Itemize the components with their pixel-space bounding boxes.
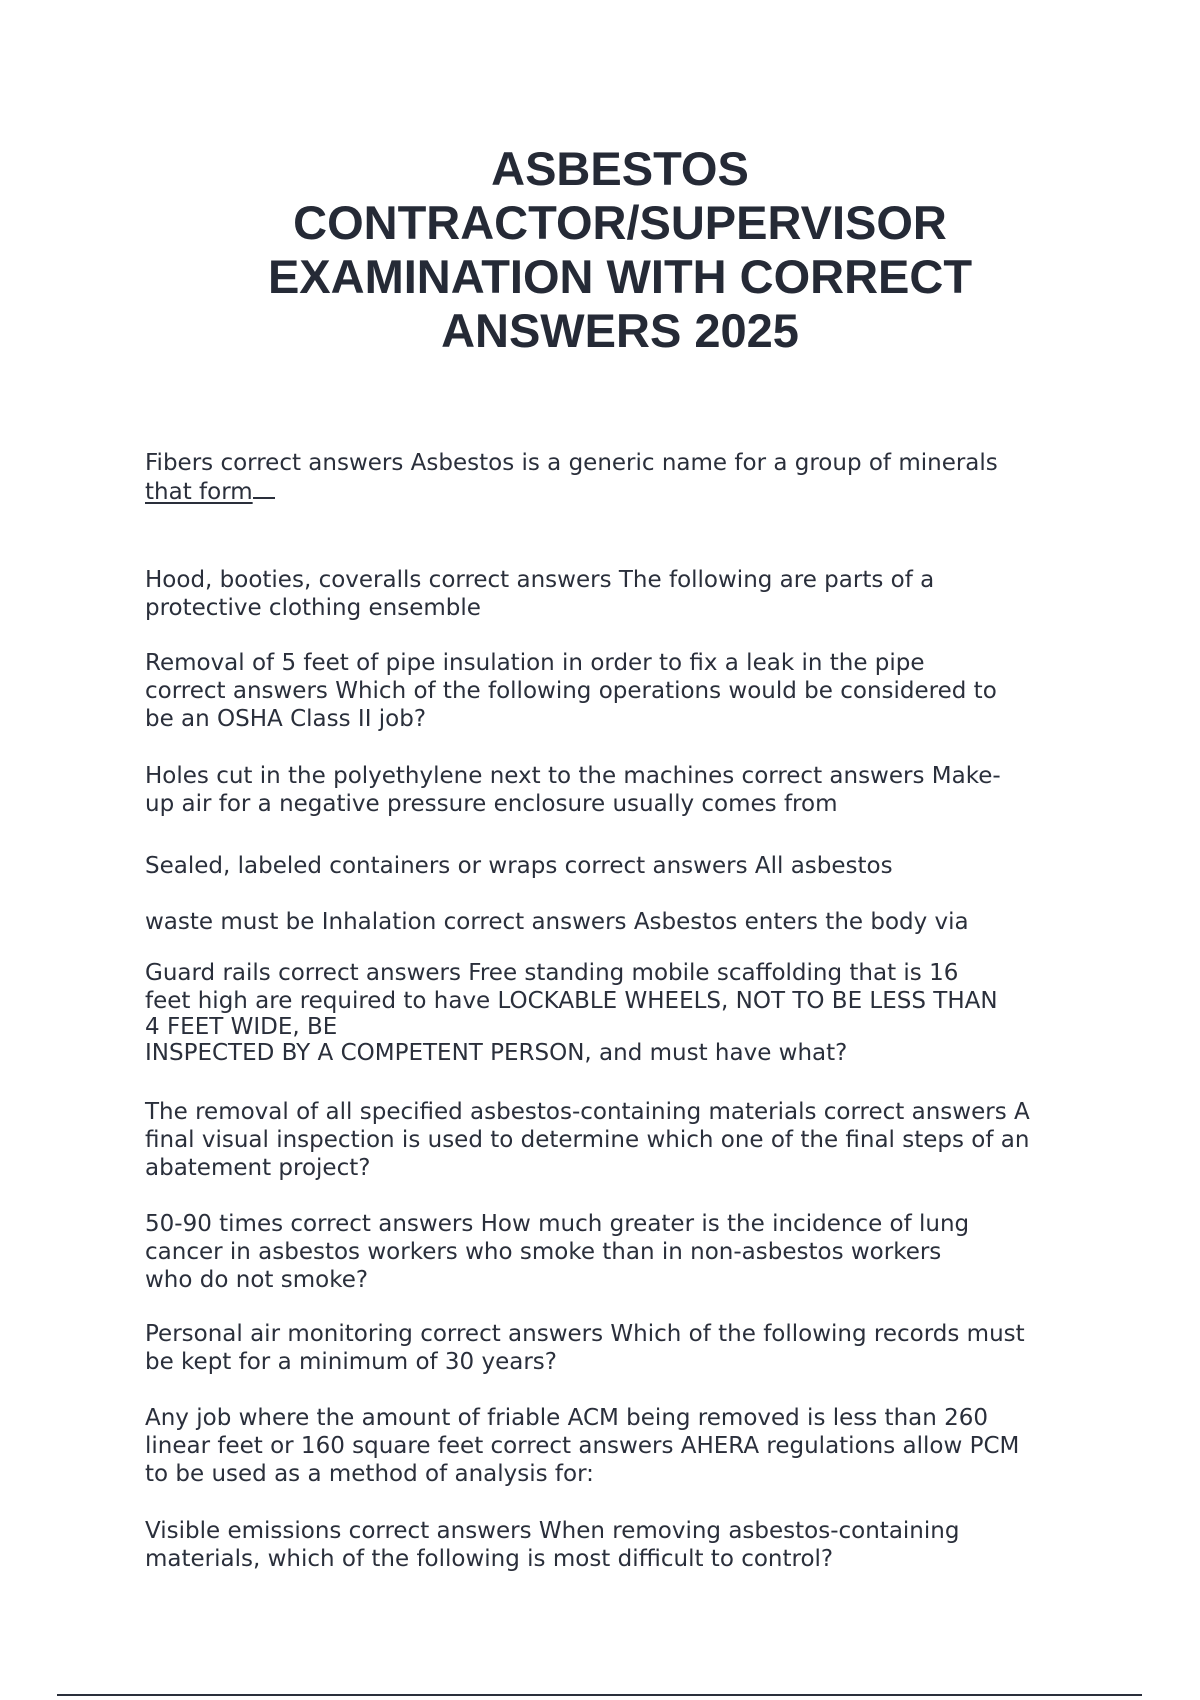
title-line: ASBESTOS <box>491 142 749 195</box>
entry-line: protective clothing ensemble <box>145 595 481 621</box>
qa-entry <box>145 1098 1085 1182</box>
qa-entry <box>145 852 1085 880</box>
qa-entry <box>145 1517 1085 1573</box>
entry-line: be an OSHA Class II job? <box>145 706 427 732</box>
entry-line: Holes cut in the polyethylene next to the machines correct answers Make- <box>145 763 1001 789</box>
entry-line: Any job where the amount of friable ACM being removed is less than 260 <box>145 1405 989 1431</box>
entry-line: Visible emissions correct answers When removing asbestos-containing <box>145 1518 960 1544</box>
entry-line: cancer in asbestos workers who smoke than in non-asbestos workers <box>145 1239 942 1265</box>
entry-line: Fibers correct answers Asbestos is a generic name for a group of minerals <box>145 450 998 476</box>
entry-line: 4 FEET WIDE, BE <box>145 1014 338 1040</box>
entry-line: that form <box>145 479 253 505</box>
entry-line: linear feet or 160 square feet correct answers AHERA regulations allow PCM <box>145 1433 1020 1459</box>
qa-entry <box>145 959 1085 1067</box>
qa-entry <box>145 1404 1085 1488</box>
entry-line: correct answers Which of the following operations would be considered to <box>145 678 997 704</box>
entry-line: Guard rails correct answers Free standing mobile scaffolding that is 16 <box>145 960 959 986</box>
entry-line: waste must be Inhalation correct answers Asbestos enters the body via <box>145 909 969 935</box>
entry-line: feet high are required to have LOCKABLE WHEELS, NOT TO BE LESS THAN <box>145 988 998 1014</box>
entry-line: final visual inspection is used to determine which one of the final steps of an <box>145 1127 1030 1153</box>
entry-line: Removal of 5 feet of pipe insulation in order to fix a leak in the pipe <box>145 650 925 676</box>
qa-entry <box>145 449 1085 506</box>
qa-entry <box>145 1320 1085 1376</box>
entry-line: materials, which of the following is most difficult to control? <box>145 1546 834 1572</box>
entry-line: INSPECTED BY A COMPETENT PERSON, and must have what? <box>145 1040 848 1066</box>
qa-entry <box>145 762 1085 818</box>
qa-entry <box>145 649 1085 733</box>
entry-line: up air for a negative pressure enclosure usually comes from <box>145 791 838 817</box>
answer-blank <box>253 477 275 499</box>
document-title <box>180 142 1060 358</box>
qa-entry <box>145 1210 1085 1294</box>
entry-line: be kept for a minimum of 30 years? <box>145 1349 558 1375</box>
title-line: ANSWERS 2025 <box>441 304 799 357</box>
qa-entry <box>145 566 1085 622</box>
footer-divider <box>57 1694 1142 1696</box>
entry-line-with-blank <box>145 477 1085 506</box>
entry-line: 50-90 times correct answers How much greater is the incidence of lung <box>145 1211 970 1237</box>
entry-line: The removal of all specified asbestos-containing materials correct answers A <box>145 1099 1030 1125</box>
title-line: CONTRACTOR/SUPERVISOR <box>293 196 947 249</box>
entry-line: to be used as a method of analysis for: <box>145 1461 594 1487</box>
qa-entry <box>145 908 1085 936</box>
entry-line: abatement project? <box>145 1155 371 1181</box>
entry-line: who do not smoke? <box>145 1267 369 1293</box>
entry-line: Personal air monitoring correct answers Which of the following records must <box>145 1321 1025 1347</box>
entry-line: Hood, booties, coveralls correct answers The following are parts of a <box>145 567 935 593</box>
entry-line: Sealed, labeled containers or wraps correct answers All asbestos <box>145 853 893 879</box>
title-line: EXAMINATION WITH CORRECT <box>267 250 973 303</box>
